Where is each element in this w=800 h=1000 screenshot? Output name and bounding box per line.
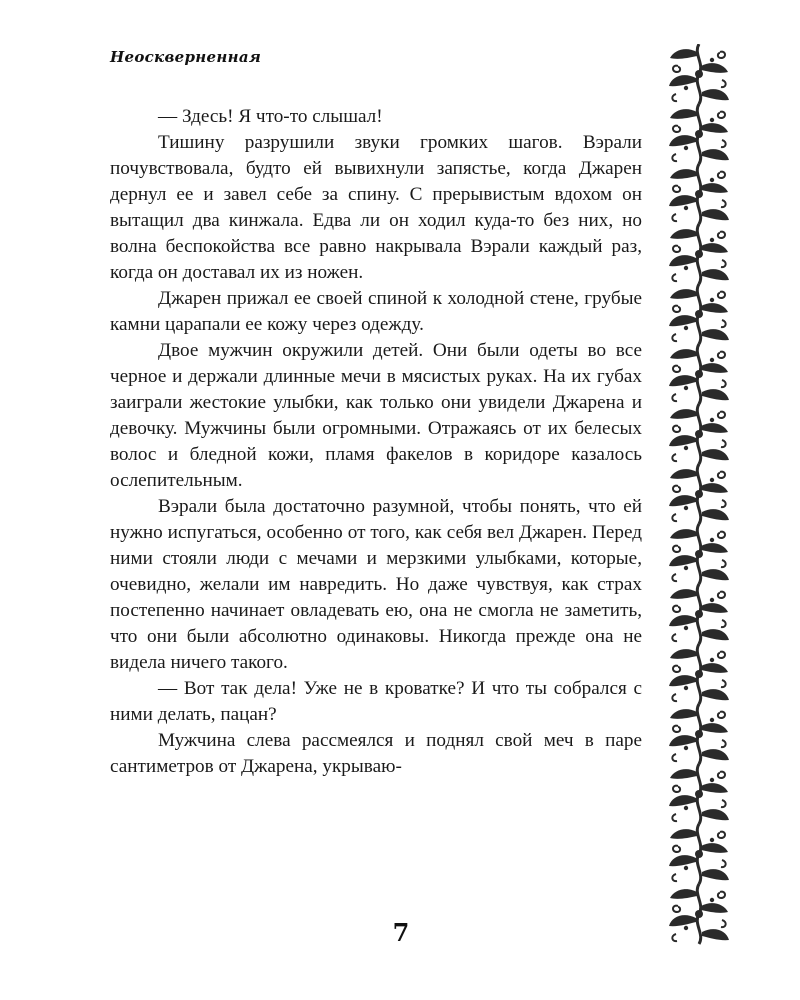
paragraph: — Вот так дела! Уже не в кроватке? И что ты собрался с ними делать, пацан? [110,678,642,725]
page-number: 7 [392,918,410,947]
paragraph: Джарен прижал ее своей спиной к холодной стене, грубые камни царапали ее кожу через одежду. [110,288,642,335]
paragraph: Мужчина слева рассмеялся и поднял свой меч в паре сантиметров от Джарена, укрываю- [110,730,642,777]
paragraph: — Здесь! Я что-то слышал! [158,106,383,127]
running-title: Неоскверненная [110,48,262,66]
paragraph: Вэрали была достаточно разумной, чтобы понять, что ей нужно испугаться, особенно от того, как себя вел Джарен. Перед ними стояли люди с мечами и мерзкими улыбками, которые, очевидно, желали им навредить. Но даже чувствуя, как страх постепенно начинает овладевать ею, она не смогла не заметить, что они были абсолютно одинаковы. Никогда прежде она не видела ничего такого. [110,496,642,673]
paragraph: Тишину разрушили звуки громких шагов. Вэрали почувствовала, будто ей вывихнули запястье, когда Джарен дернул ее и завел себе за спину. С прерывистым вдохом он вытащил два кинжала. Едва ли он ходил куда-то без них, но волна беспокойства все равно накрывала Вэрали каждый раз, когда он доставал их из ножен. [110,132,642,283]
paragraph: Двое мужчин окружили детей. Они были одеты во все черное и держали длинные мечи в мясистых руках. На их губах заиграли жестокие улыбки, как только они увидели Джарена и девочку. Мужчины были огромными. Отражаясь от их белесых волос и бледной кожи, пламя факелов в коридоре казалось ослепительным. [110,340,642,491]
floral-vine-border-icon [666,44,732,950]
body-text [110,104,642,780]
